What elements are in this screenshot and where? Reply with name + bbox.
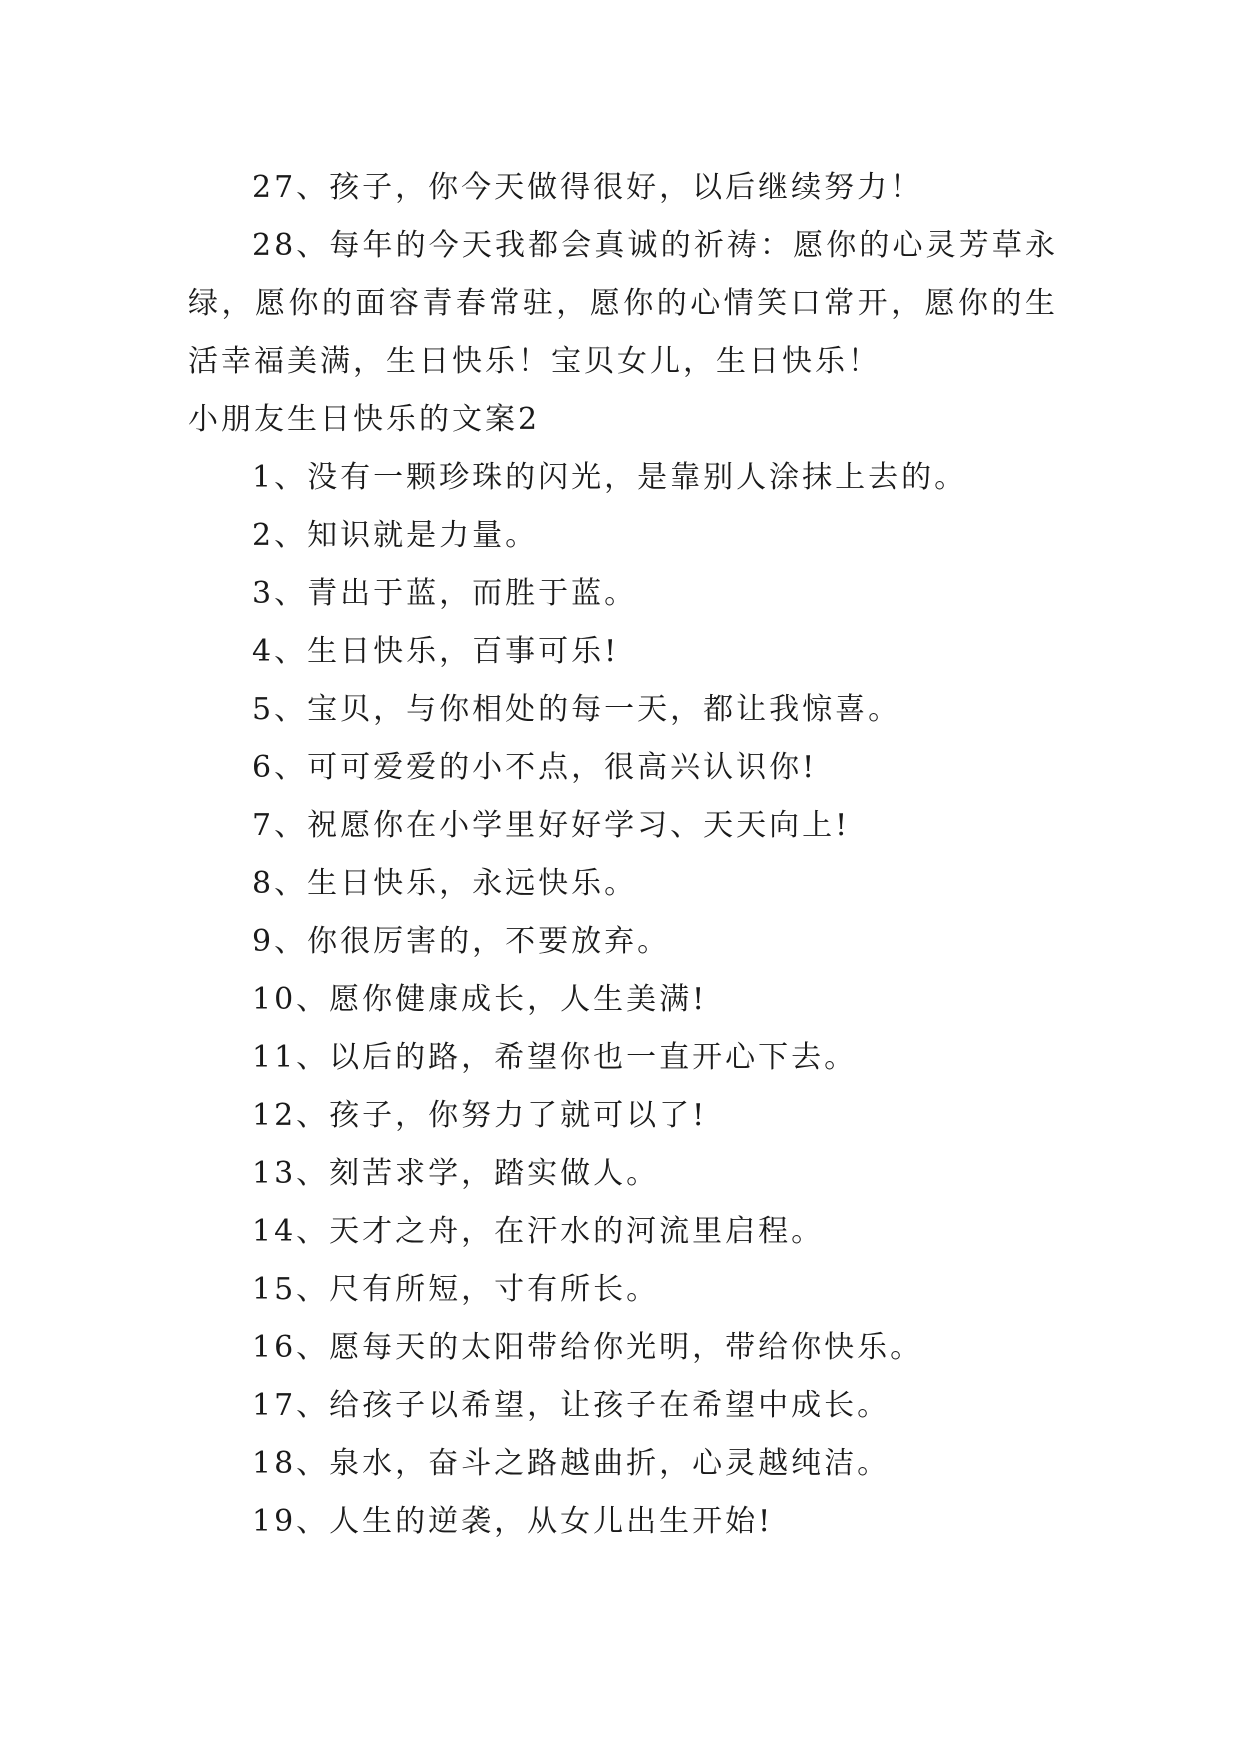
list-item: 6、可可爱爱的小不点，很高兴认识你! [252, 750, 818, 785]
list-item: 13、刻苦求学，踏实做人。 [252, 1156, 660, 1191]
list-item-27: 27、孩子，你今天做得很好，以后继续努力！ [252, 170, 924, 205]
list-item: 3、青出于蓝，而胜于蓝。 [252, 576, 638, 611]
document-body [188, 159, 1058, 1551]
list-item: 11、以后的路，希望你也一直开心下去。 [252, 1040, 858, 1075]
list-item: 15、尺有所短，寸有所长。 [252, 1272, 660, 1307]
list-item: 4、生日快乐，百事可乐! [252, 634, 620, 669]
list-item: 10、愿你健康成长，人生美满! [252, 982, 708, 1017]
list-item: 2、知识就是力量。 [252, 518, 539, 553]
section-title: 小朋友生日快乐的文案2 [188, 402, 541, 437]
list-item: 1、没有一颗珍珠的闪光，是靠别人涂抹上去的。 [252, 460, 968, 495]
list-item: 12、孩子，你努力了就可以了! [252, 1098, 708, 1133]
list-item: 19、人生的逆袭，从女儿出生开始! [252, 1504, 774, 1539]
list-item: 14、天才之舟，在汗水的河流里启程。 [252, 1214, 825, 1249]
list-item: 16、愿每天的太阳带给你光明，带给你快乐。 [252, 1330, 924, 1365]
list-item: 9、你很厉害的，不要放弃。 [252, 924, 671, 959]
list-item: 17、给孩子以希望，让孩子在希望中成长。 [252, 1388, 891, 1423]
list-item-28: 28、每年的今天我都会真诚的祈祷：愿你的心灵芳草永绿，愿你的面容青春常驻，愿你的心情笑口常开，愿你的生活幸福美满，生日快乐！宝贝女儿，生日快乐！ [188, 228, 1058, 379]
list-item: 7、祝愿你在小学里好好学习、天天向上! [252, 808, 851, 843]
list-item: 8、生日快乐，永远快乐。 [252, 866, 638, 901]
list-item: 18、泉水，奋斗之路越曲折，心灵越纯洁。 [252, 1446, 891, 1481]
list-item: 5、宝贝，与你相处的每一天，都让我惊喜。 [252, 692, 902, 727]
